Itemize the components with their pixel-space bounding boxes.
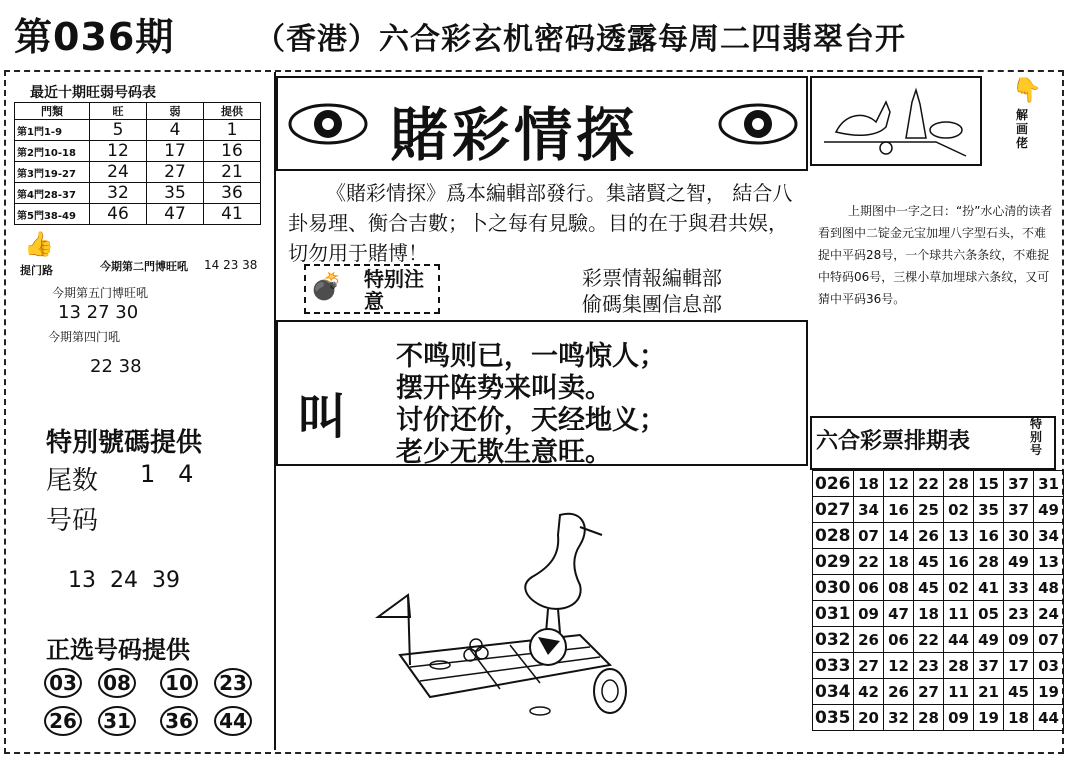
cold-value: 27: [147, 162, 204, 183]
zone-label: 第2門10-18: [15, 141, 90, 162]
draw-number: 18: [914, 601, 944, 627]
issue-number: 027: [813, 497, 854, 523]
draw-number: 02: [944, 497, 974, 523]
table-row: [813, 497, 1064, 523]
draw-number: 25: [914, 497, 944, 523]
draw-number: 22: [854, 549, 884, 575]
eye-icon: [286, 100, 370, 148]
cold-value: 4: [147, 120, 204, 141]
special-number: 07: [1034, 627, 1064, 653]
pick-number: 10: [160, 668, 198, 698]
draw-number: 05: [974, 601, 1004, 627]
special-number: 44: [1034, 705, 1064, 731]
hint-text: 上期图中一字之曰：“扮”水心清的读者看到图中二锭金元宝加埋八字型石头，不难捉中平码28号，一个球共六条条纹，不难捉中特码06号，三棵小草加埋球六条纹，又可猜中平码36号。: [818, 204, 1053, 306]
draw-number: 35: [974, 497, 1004, 523]
table-row: [813, 627, 1064, 653]
draw-number: 09: [1004, 627, 1034, 653]
provide-value: 36: [204, 183, 261, 204]
hot-value: 12: [90, 141, 147, 162]
notice-text: 特别注意: [364, 267, 424, 313]
table-row: [15, 204, 261, 225]
pick-number: 31: [98, 706, 136, 736]
draw-number: 22: [914, 471, 944, 497]
draw-number: 12: [884, 653, 914, 679]
pick-number: 23: [214, 668, 252, 698]
poem-line: 老少无欺生意旺。: [396, 437, 612, 468]
draw-number: 13: [944, 523, 974, 549]
table-row: [813, 653, 1064, 679]
issue-number: 032: [813, 627, 854, 653]
draw-number: 27: [914, 679, 944, 705]
provide-value: 21: [204, 162, 261, 183]
dept-2: 偷碼集團信息部: [582, 292, 722, 316]
history-table: [14, 102, 261, 225]
bomb-icon: 💣: [310, 272, 343, 302]
table-row: [813, 705, 1064, 731]
schedule-title: 六合彩票排期表: [816, 429, 971, 454]
draw-number: 23: [914, 653, 944, 679]
draw-number: 16: [944, 549, 974, 575]
special-number: 13: [1034, 549, 1064, 575]
history-col-provide: 提供: [204, 103, 261, 120]
pick-number: 26: [44, 706, 82, 736]
draw-number: 28: [944, 471, 974, 497]
table-row: [813, 549, 1064, 575]
issue-number: 031: [813, 601, 854, 627]
issue-number: 030: [813, 575, 854, 601]
draw-number: 28: [974, 549, 1004, 575]
door2-label: 今期第二門博旺吼: [100, 260, 188, 273]
door5-label: 今期第五门博旺吼: [52, 286, 149, 300]
hot-value: 46: [90, 204, 147, 225]
thumbs-up-icon: 👍: [24, 230, 54, 258]
draw-number: 26: [854, 627, 884, 653]
hot-value: 24: [90, 162, 147, 183]
draw-number: 20: [854, 705, 884, 731]
pointing-hand-icon: 👇: [1012, 76, 1042, 104]
draw-number: 45: [914, 549, 944, 575]
history-title: 最近十期旺弱号码表: [30, 85, 156, 101]
pick-number: 44: [214, 706, 252, 736]
hint-picture: [816, 82, 976, 160]
hot-value: 32: [90, 183, 147, 204]
pick-number: 08: [98, 668, 136, 698]
draw-number: 06: [854, 575, 884, 601]
issue-number: 035: [813, 705, 854, 731]
hint-label: 解画佬: [1016, 108, 1029, 150]
draw-number: 16: [974, 523, 1004, 549]
draw-number: 44: [944, 627, 974, 653]
draw-number: 26: [884, 679, 914, 705]
table-row: [813, 471, 1064, 497]
draw-number: 06: [884, 627, 914, 653]
draw-number: 28: [944, 653, 974, 679]
draw-number: 37: [1004, 471, 1034, 497]
tips-label: 提门路: [20, 264, 53, 277]
draw-number: 42: [854, 679, 884, 705]
issue-number: 029: [813, 549, 854, 575]
cold-value: 47: [147, 204, 204, 225]
poem-line: 不鸣则已，一鸣惊人；: [396, 341, 666, 372]
draw-number: 45: [1004, 679, 1034, 705]
draw-number: 45: [914, 575, 944, 601]
table-row: [15, 183, 261, 204]
zone-label: 第1門1-9: [15, 120, 90, 141]
page-title: （香港）六合彩玄机密码透露每周二四翡翠台开: [255, 22, 906, 57]
draw-number: 32: [884, 705, 914, 731]
issue-number: 033: [813, 653, 854, 679]
draw-number: 09: [944, 705, 974, 731]
tail-label: 尾数: [46, 466, 99, 496]
door4-label: 今期第四门吼: [48, 330, 121, 344]
draw-number: 18: [1004, 705, 1034, 731]
special-number: 24: [1034, 601, 1064, 627]
draw-number: 12: [884, 471, 914, 497]
draw-number: 30: [1004, 523, 1034, 549]
draw-number: 16: [884, 497, 914, 523]
dept-1: 彩票情報編輯部: [582, 266, 722, 290]
draw-number: 14: [884, 523, 914, 549]
door2-numbers: 14 23 38: [204, 258, 258, 272]
draw-number: 26: [914, 523, 944, 549]
zone-label: 第5門38-49: [15, 204, 90, 225]
zone-label: 第4門28-37: [15, 183, 90, 204]
draw-number: 02: [944, 575, 974, 601]
draw-number: 23: [1004, 601, 1034, 627]
provide-value: 16: [204, 141, 261, 162]
draw-number: 08: [884, 575, 914, 601]
pick-number: 36: [160, 706, 198, 736]
draw-number: 33: [1004, 575, 1034, 601]
table-row: [15, 141, 261, 162]
schedule-special-col: 特别号: [1030, 417, 1043, 457]
table-row: [813, 575, 1064, 601]
table-row: [15, 120, 261, 141]
draw-number: 27: [854, 653, 884, 679]
draw-number: 47: [884, 601, 914, 627]
table-row: [813, 679, 1064, 705]
poem-side-char: 叫: [298, 389, 347, 445]
history-col-cold: 弱: [147, 103, 204, 120]
special-number: 19: [1034, 679, 1064, 705]
door4-numbers: 22 38: [90, 356, 142, 377]
draw-number: 21: [974, 679, 1004, 705]
draw-number: 11: [944, 679, 974, 705]
draw-number: 17: [1004, 653, 1034, 679]
eye-icon: [716, 100, 800, 148]
draw-number: 34: [854, 497, 884, 523]
issue-label: 第036期: [14, 15, 175, 59]
number-label: 号码: [46, 506, 99, 536]
provide-value: 41: [204, 204, 261, 225]
draw-number: 22: [914, 627, 944, 653]
draw-number: 37: [1004, 497, 1034, 523]
special-numbers: 13 24 39: [68, 568, 180, 593]
special-number: 48: [1034, 575, 1064, 601]
cold-value: 17: [147, 141, 204, 162]
poem-line: 摆开阵势来叫卖。: [396, 373, 612, 404]
hot-value: 5: [90, 120, 147, 141]
draw-number: 49: [1004, 549, 1034, 575]
table-row: [813, 601, 1064, 627]
issue-number: 026: [813, 471, 854, 497]
intro-text: 《賭彩情探》爲本編輯部發行。集諸賢之智， 結合八卦易理、衡合吉數；卜之每有見驗。目的在于與君共娱，切勿用于賭博！: [288, 181, 793, 265]
special-number: 03: [1034, 653, 1064, 679]
draw-number: 09: [854, 601, 884, 627]
picks-title: 正选号码提供: [46, 636, 190, 664]
issue-number: 034: [813, 679, 854, 705]
history-col-zone: 門類: [15, 103, 90, 120]
door5-numbers: 13 27 30: [58, 302, 139, 323]
draw-number: 18: [884, 549, 914, 575]
table-row: [15, 162, 261, 183]
draw-number: 28: [914, 705, 944, 731]
draw-number: 18: [854, 471, 884, 497]
issue-number: 028: [813, 523, 854, 549]
provide-value: 1: [204, 120, 261, 141]
heron-illustration: [370, 505, 640, 735]
draw-number: 11: [944, 601, 974, 627]
draw-number: 41: [974, 575, 1004, 601]
special-number: 31: [1034, 471, 1064, 497]
draw-number: 15: [974, 471, 1004, 497]
draw-number: 19: [974, 705, 1004, 731]
special-number: 34: [1034, 523, 1064, 549]
draw-number: 37: [974, 653, 1004, 679]
tail-numbers: 1 4: [140, 460, 194, 488]
draw-number: 49: [974, 627, 1004, 653]
history-col-hot: 旺: [90, 103, 147, 120]
special-number: 49: [1034, 497, 1064, 523]
draw-number: 07: [854, 523, 884, 549]
cold-value: 35: [147, 183, 204, 204]
zone-label: 第3門19-27: [15, 162, 90, 183]
pick-number: 03: [44, 668, 82, 698]
schedule-table: [812, 470, 1064, 731]
table-row: [813, 523, 1064, 549]
banner-title: 賭彩情探: [390, 101, 639, 169]
poem-line: 讨价还价，天经地义；: [396, 405, 666, 436]
special-title: 特別號碼提供: [46, 428, 203, 458]
